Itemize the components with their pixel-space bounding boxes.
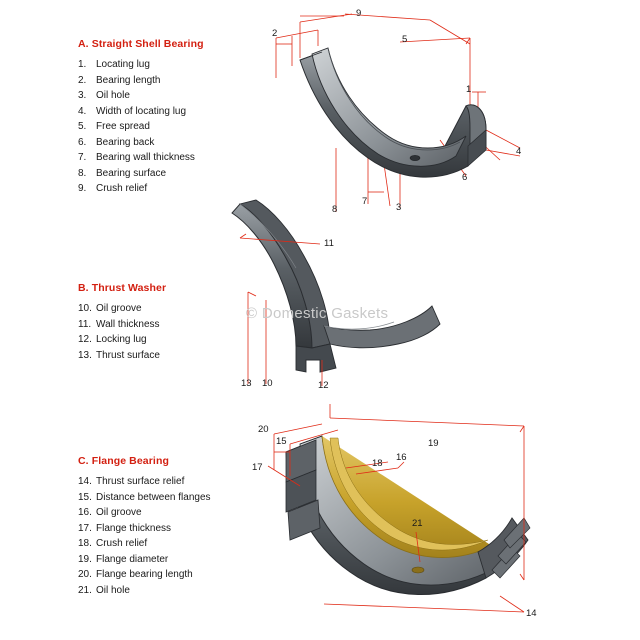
list-item	[78, 301, 258, 317]
callout-12-b: 12	[318, 380, 329, 391]
shell-bearing-graphic	[300, 48, 486, 177]
legend-label: Crush relief	[96, 538, 148, 549]
callout-10-b: 10	[262, 378, 273, 389]
legend-number: 14.	[78, 476, 92, 487]
legend-thrust-washer	[78, 282, 258, 363]
list-item	[78, 552, 268, 568]
callout-18-c: 18	[372, 458, 383, 469]
legend-title-b: B. Thrust Washer	[78, 282, 167, 294]
list-item	[78, 73, 258, 89]
callout-17-c: 17	[252, 462, 263, 473]
callout-20-c: 20	[258, 424, 269, 435]
list-item	[78, 181, 258, 197]
callout-9-a: 9	[356, 8, 362, 19]
list-item	[78, 57, 258, 73]
legend-label: Locating lug	[96, 59, 150, 70]
legend-number: 13.	[78, 349, 92, 361]
list-item	[78, 536, 268, 552]
legend-number: 9.	[78, 183, 87, 194]
callout-13-b: 13	[241, 378, 252, 389]
legend-number: 11.	[78, 318, 92, 330]
legend-number: 19.	[78, 553, 92, 565]
list-item	[78, 348, 258, 364]
thrust-washer-graphic	[232, 200, 440, 372]
callout-6-a: 6	[462, 172, 468, 183]
watermark: © Domestic Gaskets	[246, 305, 389, 322]
list-item	[78, 166, 258, 182]
flange-bearing-graphic	[286, 436, 530, 595]
list-item	[78, 150, 258, 166]
legend-label: Bearing wall thickness	[96, 152, 195, 163]
callout-5-a: 5	[402, 34, 408, 45]
callout-16-c: 16	[396, 452, 407, 463]
legend-label: Free spread	[96, 121, 150, 132]
list-item	[78, 135, 258, 151]
legend-number: 8.	[78, 167, 87, 179]
legend-label: Distance between flanges	[96, 491, 211, 503]
list-item	[78, 521, 268, 537]
list-item	[78, 474, 268, 490]
legend-number: 20.	[78, 569, 92, 580]
callout-8-a: 8	[332, 204, 338, 215]
list-item	[78, 583, 268, 599]
list-item	[78, 505, 268, 521]
legend-label: Oil hole	[96, 90, 130, 101]
dimension-lines-a	[276, 14, 520, 212]
legend-flange-bearing	[78, 455, 268, 598]
list-item	[78, 332, 258, 348]
legend-label: Oil groove	[96, 507, 142, 518]
list-item	[78, 119, 258, 135]
callout-1-a: 1	[466, 84, 472, 95]
legend-label: Thrust surface relief	[96, 476, 185, 487]
legend-label: Bearing back	[96, 136, 155, 148]
legend-number: 18.	[78, 538, 92, 549]
legend-label: Width of locating lug	[96, 105, 187, 117]
legend-number: 5.	[78, 121, 87, 132]
list-item	[78, 567, 268, 583]
legend-number: 16.	[78, 507, 92, 518]
legend-label: Flange diameter	[96, 553, 169, 565]
legend-number: 21.	[78, 584, 92, 596]
legend-label: Bearing surface	[96, 167, 167, 179]
callout-15-c: 15	[276, 436, 287, 447]
legend-number: 3.	[78, 90, 87, 101]
legend-number: 7.	[78, 152, 87, 163]
legend-number: 17.	[78, 522, 92, 534]
legend-number: 10.	[78, 303, 92, 314]
callout-11-b: 11	[324, 238, 334, 249]
callout-19-c: 19	[428, 438, 439, 449]
list-item	[78, 317, 258, 333]
legend-title-a: A. Straight Shell Bearing	[78, 38, 204, 50]
legend-number: 2.	[78, 74, 87, 86]
legend-number: 1.	[78, 59, 87, 70]
legend-number: 4.	[78, 105, 87, 117]
legend-number: 6.	[78, 136, 87, 148]
callout-21-c: 21	[412, 518, 423, 529]
legend-label: Crush relief	[96, 183, 148, 194]
legend-label: Flange thickness	[96, 522, 172, 534]
legend-title-c: C. Flange Bearing	[78, 455, 169, 467]
list-item	[78, 104, 258, 120]
callout-14-c: 14	[526, 608, 537, 619]
legend-label: Thrust surface	[96, 349, 160, 361]
callout-4-a: 4	[516, 146, 522, 157]
callout-2-a: 2	[272, 28, 278, 39]
legend-label: Oil hole	[96, 584, 130, 596]
legend-label: Locking lug	[96, 334, 147, 345]
legend-straight-shell-bearing	[78, 38, 258, 197]
legend-label: Wall thickness	[96, 318, 160, 330]
legend-label: Bearing length	[96, 74, 161, 86]
callout-3-a: 3	[396, 202, 402, 213]
list-item	[78, 88, 258, 104]
callout-7-a: 7	[362, 196, 368, 207]
legend-label: Oil groove	[96, 303, 142, 314]
legend-number: 12.	[78, 334, 92, 345]
list-item	[78, 490, 268, 506]
legend-number: 15.	[78, 491, 92, 503]
legend-label: Flange bearing length	[96, 569, 193, 580]
